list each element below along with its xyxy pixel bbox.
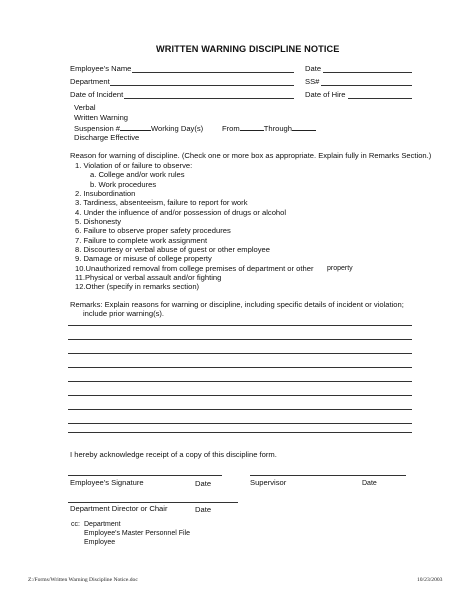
reason-5[interactable]: 5. Dishonesty <box>75 217 122 226</box>
reason-1a[interactable]: a. College and/or work rules <box>90 170 185 179</box>
reason-7[interactable]: 7. Failure to complete work assignment <box>75 236 208 245</box>
remarks-label: Remarks: Explain reasons for warning or discipline, including specific details of incident or violation; <box>70 300 404 309</box>
director-label: Department Director or Chair <box>70 504 168 513</box>
employee-signature-line[interactable] <box>68 475 222 476</box>
written-warning-option[interactable]: Written Warning <box>74 113 129 122</box>
reason-10[interactable]: 10.Unauthorized removal from college premises of department or other <box>75 264 314 273</box>
page-title: WRITTEN WARNING DISCIPLINE NOTICE <box>156 44 340 54</box>
department-label: Department <box>70 77 110 86</box>
remarks-line[interactable] <box>68 325 412 326</box>
reason-11[interactable]: 11.Physical or verbal assault and/or fighting <box>75 273 222 282</box>
suspension-number-line[interactable] <box>120 123 151 131</box>
supervisor-date-label: Date <box>362 480 377 487</box>
remarks-label-continued: include prior warning(s). <box>83 309 165 318</box>
date-line[interactable] <box>323 72 412 73</box>
remarks-line[interactable] <box>68 367 412 368</box>
reason-4[interactable]: 4. Under the influence of and/or possession of drugs or alcohol <box>75 208 287 217</box>
remarks-line[interactable] <box>68 409 412 410</box>
department-line[interactable] <box>110 85 294 86</box>
reason-9[interactable]: 9. Damage or misuse of college property <box>75 254 212 263</box>
reason-6[interactable]: 6. Failure to observe proper safety procedures <box>75 226 231 235</box>
remarks-line[interactable] <box>68 381 412 382</box>
date-of-incident-line[interactable] <box>124 98 294 99</box>
remarks-line[interactable] <box>68 432 412 433</box>
reason-10-continued: property <box>327 265 353 272</box>
cc-employee: Employee <box>84 539 116 546</box>
footer-file-path: Z:/Forms/Written Warning Discipline Notice.doc <box>28 577 138 583</box>
supervisor-signature-line[interactable] <box>250 475 406 476</box>
acknowledgement-text: I hereby acknowledge receipt of a copy of this discipline form. <box>70 450 277 459</box>
remarks-line[interactable] <box>68 339 412 340</box>
reason-8[interactable]: 8. Discourtesy or verbal abuse of guest or other employee <box>75 245 271 254</box>
supervisor-label: Supervisor <box>250 478 287 487</box>
reason-2[interactable]: 2. Insubordination <box>75 189 136 198</box>
reason-intro: Reason for warning of discipline. (Check one or more box as appropriate. Explain fully in Remarks Section.) <box>70 151 432 160</box>
working-days-label: Working Day(s) <box>151 124 204 133</box>
verbal-option[interactable]: Verbal <box>74 103 96 112</box>
date-of-hire-line[interactable] <box>348 98 412 99</box>
remarks-line[interactable] <box>68 423 412 424</box>
remarks-line[interactable] <box>68 395 412 396</box>
discharge-option[interactable] <box>74 133 139 142</box>
reason-1[interactable]: 1. Violation of or failure to observe: <box>75 161 193 170</box>
employee-signature-label: Employee's Signature <box>70 478 144 487</box>
footer-date: 10/23/2003 <box>417 577 443 583</box>
ss-label: SS# <box>305 77 320 86</box>
employee-name-label: Employee's Name <box>70 64 132 73</box>
from-field <box>222 123 316 133</box>
reason-1b[interactable]: b. Work procedures <box>90 180 157 189</box>
through-label: Through <box>263 124 293 133</box>
date-of-hire-label: Date of Hire <box>305 90 346 99</box>
through-line[interactable] <box>292 123 316 131</box>
suspension-option[interactable] <box>74 123 203 133</box>
reason-12[interactable]: 12.Other (specify in remarks section) <box>75 282 200 291</box>
date-of-incident-label: Date of Incident <box>70 90 124 99</box>
remarks-line[interactable] <box>68 353 412 354</box>
reason-3[interactable]: 3. Tardiness, absenteeism, failure to report for work <box>75 198 248 207</box>
date-label: Date <box>305 64 322 73</box>
director-date-label: Date <box>195 505 212 514</box>
suspension-label: Suspension # <box>74 124 121 133</box>
employee-name-line[interactable] <box>132 72 294 73</box>
director-signature-line[interactable] <box>68 502 238 503</box>
discharge-label: Discharge Effective <box>74 133 140 142</box>
cc-label: cc: <box>71 521 80 528</box>
cc-department: Department <box>84 521 121 528</box>
from-label: From <box>222 124 240 133</box>
employee-date-label: Date <box>195 479 212 488</box>
ss-line[interactable] <box>321 85 412 86</box>
cc-personnel-file: Employee's Master Personnel File <box>84 530 190 537</box>
from-line[interactable] <box>240 123 264 131</box>
